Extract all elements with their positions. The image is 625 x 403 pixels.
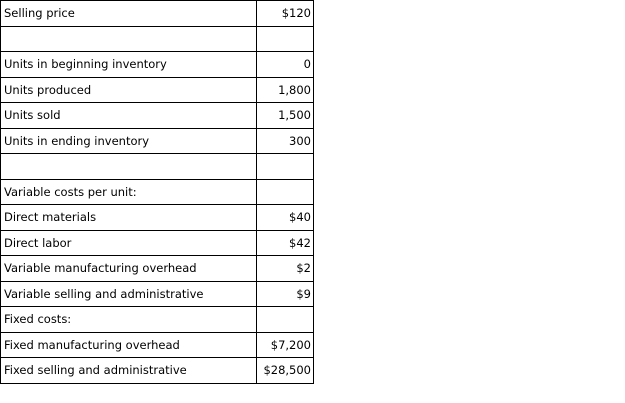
row-label-cell[interactable]: Units in ending inventory xyxy=(1,128,257,154)
table-row xyxy=(1,77,314,103)
row-label-cell[interactable]: Fixed manufacturing overhead xyxy=(1,332,257,358)
section-heading-cell[interactable]: Fixed costs: xyxy=(1,307,257,333)
row-value-cell[interactable]: 1,800 xyxy=(257,77,314,103)
table-row xyxy=(1,332,314,358)
section-heading-cell[interactable]: Variable costs per unit: xyxy=(1,179,257,205)
row-value-cell[interactable]: $28,500 xyxy=(257,358,314,384)
row-value-cell[interactable] xyxy=(257,26,314,52)
row-label-cell[interactable]: Variable selling and administrative xyxy=(1,281,257,307)
table-row xyxy=(1,103,314,129)
row-value-cell[interactable]: $2 xyxy=(257,256,314,282)
row-value-cell[interactable]: $7,200 xyxy=(257,332,314,358)
table-row xyxy=(1,307,314,333)
row-label-cell[interactable] xyxy=(1,154,257,180)
cost-data-table xyxy=(0,0,314,384)
table-row xyxy=(1,179,314,205)
row-label-cell[interactable]: Fixed selling and administrative xyxy=(1,358,257,384)
table-row xyxy=(1,205,314,231)
table-row xyxy=(1,358,314,384)
table-row xyxy=(1,1,314,27)
row-value-cell[interactable]: $120 xyxy=(257,1,314,27)
row-value-cell[interactable] xyxy=(257,307,314,333)
row-label-cell[interactable]: Direct labor xyxy=(1,230,257,256)
table-row xyxy=(1,281,314,307)
row-label-cell[interactable] xyxy=(1,26,257,52)
table-row xyxy=(1,154,314,180)
row-label-cell[interactable]: Direct materials xyxy=(1,205,257,231)
table-row xyxy=(1,52,314,78)
row-value-cell[interactable] xyxy=(257,179,314,205)
table-row xyxy=(1,256,314,282)
row-value-cell[interactable]: 0 xyxy=(257,52,314,78)
row-label-cell[interactable]: Units in beginning inventory xyxy=(1,52,257,78)
table-row xyxy=(1,26,314,52)
row-label-cell[interactable]: Selling price xyxy=(1,1,257,27)
row-value-cell[interactable]: $40 xyxy=(257,205,314,231)
row-value-cell[interactable] xyxy=(257,154,314,180)
row-value-cell[interactable]: 300 xyxy=(257,128,314,154)
spreadsheet xyxy=(0,0,314,384)
row-label-cell[interactable]: Units produced xyxy=(1,77,257,103)
row-label-cell[interactable]: Variable manufacturing overhead xyxy=(1,256,257,282)
row-value-cell[interactable]: 1,500 xyxy=(257,103,314,129)
row-label-cell[interactable]: Units sold xyxy=(1,103,257,129)
table-row xyxy=(1,128,314,154)
table-row xyxy=(1,230,314,256)
row-value-cell[interactable]: $9 xyxy=(257,281,314,307)
row-value-cell[interactable]: $42 xyxy=(257,230,314,256)
